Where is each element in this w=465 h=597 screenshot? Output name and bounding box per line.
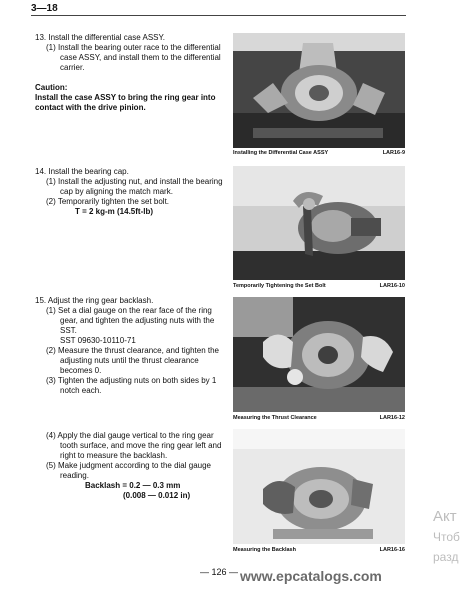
step-15-sub-5: (5) Make judgment according to the dial gauge reading. (46, 461, 211, 480)
backlash-spec: Backlash = 0.2 — 0.3 mm (85, 481, 181, 490)
step-14-sub-2: (2) Temporarily tighten the set bolt. (46, 197, 170, 206)
torque-spec: T = 2 kg-m (14.5ft-lb) (75, 207, 154, 216)
figure-caption-2: Temporarily Tightening the Set Bolt (233, 283, 326, 289)
page-number: 3—18 (31, 3, 58, 14)
step-14-text (35, 167, 230, 217)
step-13-sub-1: (1) Install the bearing outer race to the differential case ASSY, and install them to the differential carrier. (46, 43, 221, 72)
figure-caption-1: Installing the Differential Case ASSY (233, 150, 329, 156)
figure-code-1: LAR16-9 (382, 150, 405, 156)
step-15-continued (35, 431, 230, 501)
figure-code-4: LAR16-16 (379, 547, 405, 553)
page-rule (31, 15, 406, 16)
step-15-sub-4: (4) Apply the dial gauge vertical to the ring gear tooth surface, and move the ring gear left and right to measure the backlash. (46, 431, 222, 460)
step-15-sub-2: (2) Measure the thrust clearance, and tighten the adjusting nuts until the thrust clearance becomes 0. (46, 346, 219, 375)
photo-differential-case (233, 33, 405, 148)
footer-page-number: — 126 — (200, 567, 239, 577)
step-15-sub-1: (1) Set a dial gauge on the rear face of the ring gear, and tighten the adjusting nuts with the SST. (46, 306, 215, 335)
step-13-text (35, 33, 230, 113)
caption-row-2 (233, 283, 405, 289)
step-14-title: 14. Install the bearing cap. (35, 167, 129, 176)
step-13-title: 13. Install the differential case ASSY. (35, 33, 166, 42)
watermark: www.epcatalogs.com (240, 568, 382, 584)
caption-row-1 (233, 150, 405, 156)
step-15-title: 15. Adjust the ring gear backlash. (35, 296, 154, 305)
photo-backlash (233, 429, 405, 544)
step-15-text (35, 296, 230, 396)
caution-text: Install the case ASSY to bring the ring gear into contact with the drive pinion. (35, 93, 216, 112)
sst-number: SST 09630-10110-71 (60, 336, 136, 345)
step-15-sub-3: (3) Tighten the adjusting nuts on both sides by 1 notch each. (46, 376, 217, 395)
caution-title: Caution: (35, 83, 68, 92)
photo-set-bolt (233, 166, 405, 280)
activation-text-1: Акт (433, 508, 457, 525)
figure-code-3: LAR16-12 (379, 415, 405, 421)
step-14-sub-1: (1) Install the adjusting nut, and install the bearing cap by aligning the match mark. (46, 177, 223, 196)
activation-text-3: разд (433, 550, 459, 564)
figure-caption-3: Measuring the Thrust Clearance (233, 415, 317, 421)
backlash-spec-inches: (0.008 — 0.012 in) (123, 491, 191, 500)
caption-row-4 (233, 547, 405, 553)
figure-caption-4: Measuring the Backlash (233, 547, 296, 553)
photo-thrust-clearance (233, 297, 405, 412)
figure-code-2: LAR16-10 (379, 283, 405, 289)
caption-row-3 (233, 415, 405, 421)
activation-text-2: Чтоб (433, 530, 460, 544)
